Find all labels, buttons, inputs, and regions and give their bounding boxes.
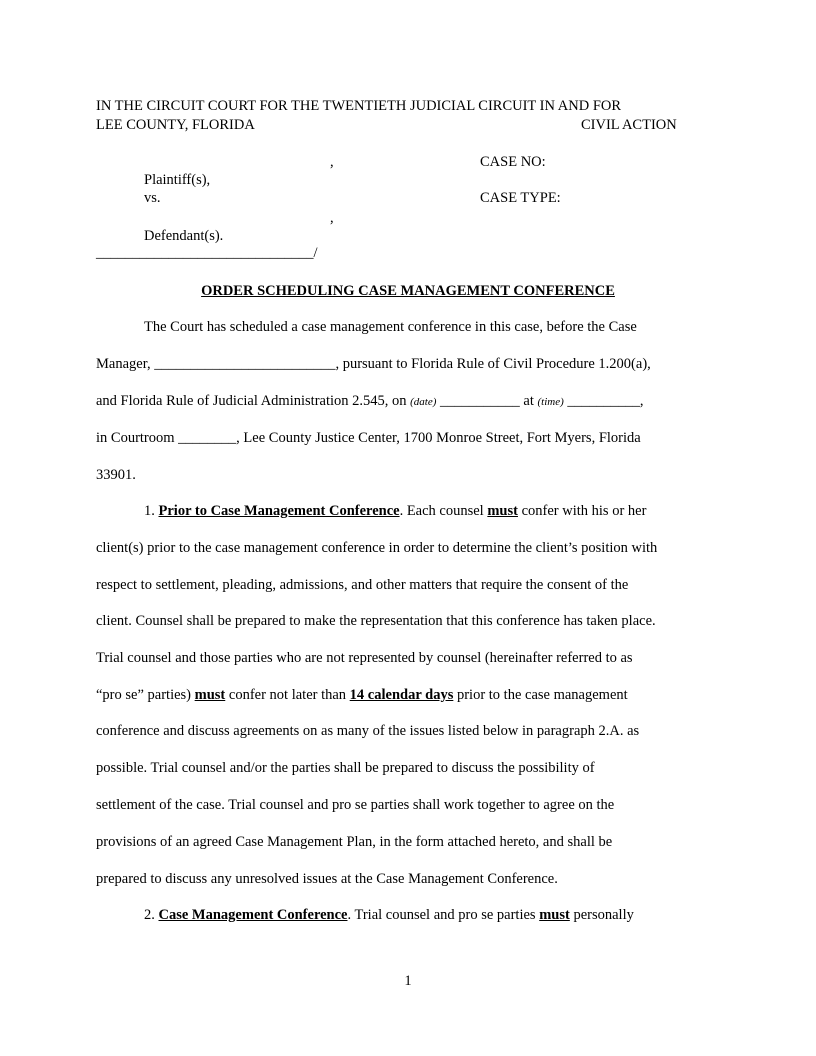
intro-line-3a: and Florida Rule of Judicial Administration 2.545, on: [96, 393, 411, 409]
date-label: (date): [410, 396, 437, 408]
intro-line-3c: __________,: [563, 393, 644, 409]
section1-must-2: must: [194, 687, 226, 703]
section1-line-11: prepared to discuss any unresolved issues at the Case Management Conference.: [96, 871, 558, 887]
fourteen-calendar-days: 14 calendar days: [349, 687, 454, 703]
intro-line-1: The Court has scheduled a case management conference in this case, before the Case: [144, 319, 637, 335]
plaintiff-comma: ,: [330, 154, 334, 170]
section2-number: 2.: [144, 907, 159, 923]
section1-number: 1.: [144, 503, 159, 519]
plaintiff-label: Plaintiff(s),: [144, 172, 211, 188]
vs-label: vs.: [144, 190, 161, 206]
section1-line-6a: “pro se” parties): [96, 687, 195, 703]
section2-line-1: [144, 906, 634, 924]
page-number: 1: [404, 973, 412, 989]
section1-line-7: conference and discuss agreements on as many of the issues listed below in paragraph 2.A. as: [96, 723, 640, 739]
section1-line-1-rest: confer with his or her: [517, 503, 647, 519]
section1-after-heading: . Each counsel: [399, 503, 488, 519]
section1-line-6: [96, 686, 628, 704]
intro-line-3b: ___________ at: [436, 393, 538, 409]
section2-heading: Case Management Conference: [158, 907, 348, 923]
intro-line-4: in Courtroom ________, Lee County Justice Center, 1700 Monroe Street, Fort Myers, Florida: [96, 430, 641, 446]
intro-line-3: [96, 392, 644, 411]
court-header-county: LEE COUNTY, FLORIDA: [96, 117, 255, 133]
intro-line-2: Manager, _________________________, pursuant to Florida Rule of Civil Procedure 1.200(a),: [96, 356, 651, 372]
section1-line-5: Trial counsel and those parties who are not represented by counsel (hereinafter referred to as: [96, 650, 633, 666]
section1-line-1: [144, 502, 646, 520]
order-title: ORDER SCHEDULING CASE MANAGEMENT CONFERENCE: [201, 283, 615, 299]
section2-rest: personally: [569, 907, 634, 923]
court-header-line1: IN THE CIRCUIT COURT FOR THE TWENTIETH JUDICIAL CIRCUIT IN AND FOR: [96, 98, 622, 114]
section1-line-10: provisions of an agreed Case Management Plan, in the form attached hereto, and shall be: [96, 834, 613, 850]
section2-must: must: [539, 907, 570, 923]
section2-after-heading: . Trial counsel and pro se parties: [347, 907, 540, 923]
civil-action-label: CIVIL ACTION: [581, 117, 677, 133]
caption-rule: ______________________________/: [96, 245, 318, 261]
defendant-label: Defendant(s).: [144, 228, 224, 244]
case-no-label: CASE NO:: [480, 154, 546, 170]
section1-line-6c: prior to the case management: [453, 687, 628, 703]
defendant-comma: ,: [330, 210, 334, 226]
section1-line-9: settlement of the case. Trial counsel and pro se parties shall work together to agree on the: [96, 797, 615, 813]
time-label: (time): [537, 396, 564, 408]
section1-heading: Prior to Case Management Conference: [158, 503, 400, 519]
section1-must-1: must: [487, 503, 518, 519]
section1-line-4: client. Counsel shall be prepared to make the representation that this conference has taken place.: [96, 613, 656, 629]
intro-line-5: 33901.: [96, 467, 136, 483]
case-type-label: CASE TYPE:: [480, 190, 561, 206]
section1-line-8: possible. Trial counsel and/or the parties shall be prepared to discuss the possibility of: [96, 760, 595, 776]
section1-line-3: respect to settlement, pleading, admissions, and other matters that require the consent of the: [96, 577, 629, 593]
section1-line-2: client(s) prior to the case management conference in order to determine the client’s position with: [96, 540, 658, 556]
section1-line-6b: confer not later than: [225, 687, 350, 703]
